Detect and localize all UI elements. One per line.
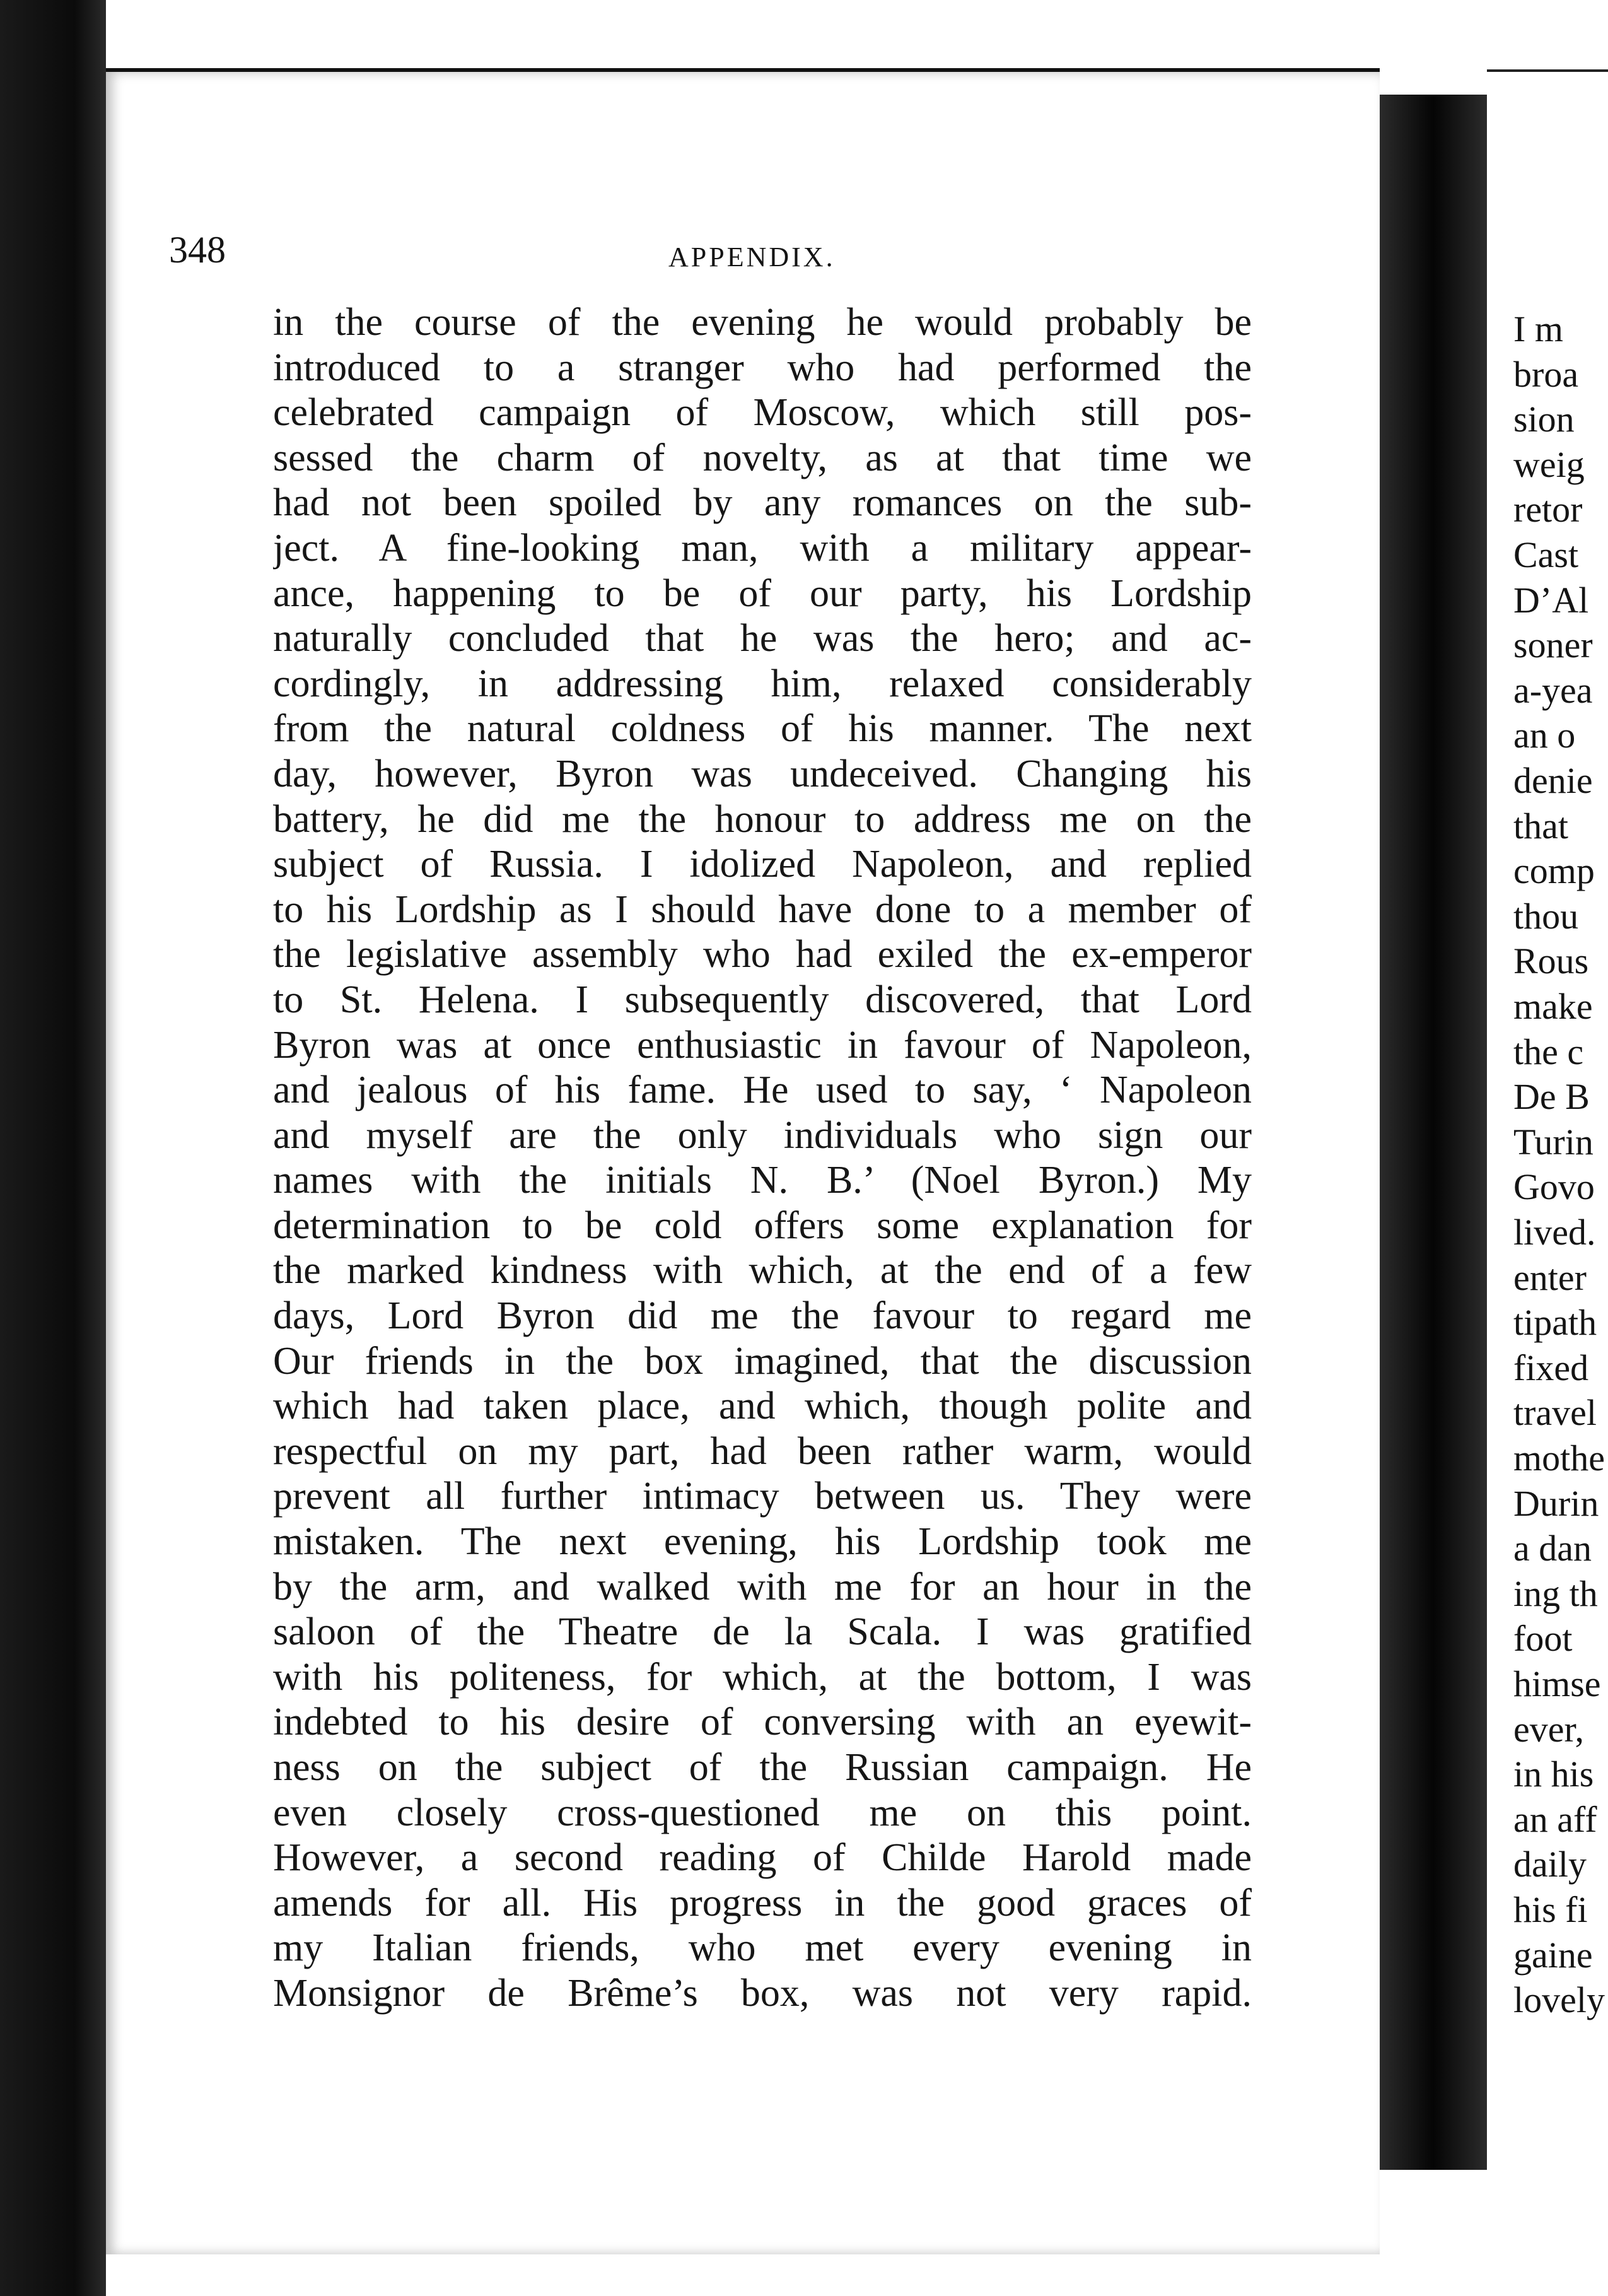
facing-page-fragment: weig	[1513, 443, 1585, 485]
text-line: with his politeness, for which, at the bottom, I was	[273, 1655, 1252, 1699]
facing-page-fragment: fixed	[1513, 1347, 1589, 1388]
text-line: which had taken place, and which, though polite and	[273, 1385, 1252, 1428]
facing-page-fragment: comp	[1513, 850, 1595, 892]
text-line: to St. Helena. I subsequently discovered, that Lord	[273, 978, 1252, 1021]
body-text	[273, 300, 1252, 2017]
running-head: APPENDIX.	[668, 242, 836, 272]
facing-page-fragment: ing th	[1513, 1573, 1598, 1614]
facing-page-fragment: lovely	[1513, 1979, 1605, 2021]
facing-page-fragment: the c	[1513, 1031, 1584, 1072]
facing-page-fragment: daily	[1513, 1844, 1587, 1885]
text-line: my Italian friends, who met every evening in	[273, 1926, 1252, 1970]
page-gutter	[1380, 95, 1487, 2170]
text-line: Byron was at once enthusiastic in favour of Napoleon,	[273, 1023, 1252, 1067]
facing-page-fragment: tipath	[1513, 1302, 1597, 1344]
text-line: However, a second reading of Childe Harold made	[273, 1836, 1252, 1880]
facing-page-fragment: D’Al	[1513, 579, 1589, 621]
text-line: by the arm, and walked with me for an hour in the	[273, 1565, 1252, 1608]
text-line: ject. A fine-looking man, with a military appear-	[273, 526, 1252, 570]
facing-page-fragment: Govo	[1513, 1166, 1595, 1208]
facing-page-fragment: enter	[1513, 1256, 1587, 1298]
text-line: battery, he did me the honour to address me on the	[273, 797, 1252, 841]
facing-page-fragment: a dan	[1513, 1528, 1592, 1569]
text-line: naturally concluded that he was the hero; and ac-	[273, 617, 1252, 660]
facing-page-fragment: that	[1513, 805, 1568, 846]
text-line: the legislative assembly who had exiled the ex-emperor	[273, 933, 1252, 976]
text-line: and jealous of his fame. He used to say, ‘ Napoleon	[273, 1069, 1252, 1112]
facing-page-fragment: Rous	[1513, 940, 1589, 982]
facing-page-fragment: denie	[1513, 760, 1593, 801]
text-line: Monsignor de Brême’s box, was not very rapid.	[273, 1971, 1252, 2015]
text-line: the marked kindness with which, at the end of a few	[273, 1249, 1252, 1292]
text-line: Our friends in the box imagined, that the discussion	[273, 1339, 1252, 1383]
facing-page	[1487, 69, 1608, 2254]
text-line: names with the initials N. B.’ (Noel Byron.) My	[273, 1159, 1252, 1202]
text-line: and myself are the only individuals who sign our	[273, 1113, 1252, 1157]
text-line: respectful on my part, had been rather warm, would	[273, 1429, 1252, 1473]
facing-page-fragment: gaine	[1513, 1934, 1593, 1976]
text-line: prevent all further intimacy between us. They were	[273, 1475, 1252, 1518]
text-line: to his Lordship as I should have done to a member of	[273, 887, 1252, 931]
facing-page-fragment: lived.	[1513, 1212, 1596, 1253]
facing-page-fragment: mothe	[1513, 1438, 1605, 1479]
text-line: ance, happening to be of our party, his Lordship	[273, 571, 1252, 615]
text-line: even closely cross-questioned me on this point.	[273, 1791, 1252, 1834]
text-line: celebrated campaign of Moscow, which still pos-	[273, 391, 1252, 435]
text-line: amends for all. His progress in the good graces of	[273, 1881, 1252, 1924]
facing-page-fragment: ever,	[1513, 1708, 1584, 1750]
facing-page-fragment: make	[1513, 986, 1593, 1027]
facing-page-fragment: an o	[1513, 715, 1576, 756]
text-line: in the course of the evening he would probably be	[273, 301, 1252, 344]
text-line: ness on the subject of the Russian campaign. He	[273, 1746, 1252, 1789]
facing-page-fragment: De B	[1513, 1076, 1590, 1118]
text-line: days, Lord Byron did me the favour to regard me	[273, 1294, 1252, 1338]
facing-page-fragment: a-yea	[1513, 669, 1593, 711]
facing-page-fragment: himse	[1513, 1663, 1601, 1704]
facing-page-fragment: retor	[1513, 489, 1583, 530]
facing-page-fragment: sion	[1513, 399, 1575, 440]
facing-page-fragment: travel	[1513, 1392, 1597, 1434]
text-line: indebted to his desire of conversing with an eyewit-	[273, 1701, 1252, 1744]
text-line: subject of Russia. I idolized Napoleon, and replied	[273, 843, 1252, 886]
facing-page-fragment: thou	[1513, 895, 1579, 937]
text-line: sessed the charm of novelty, as at that time we	[273, 436, 1252, 479]
facing-page-fragment: soner	[1513, 624, 1593, 666]
text-line: mistaken. The next evening, his Lordship took me	[273, 1520, 1252, 1564]
text-line: introduced to a stranger who had performed the	[273, 346, 1252, 389]
page-number: 348	[169, 229, 226, 271]
facing-page-fragment: an aff	[1513, 1798, 1597, 1840]
facing-page-fragment: Durin	[1513, 1482, 1599, 1524]
facing-page-fragment: in his	[1513, 1754, 1594, 1795]
text-line: from the natural coldness of his manner. The next	[273, 707, 1252, 751]
book-cover-edge	[0, 0, 106, 2296]
text-line: cordingly, in addressing him, relaxed considerably	[273, 662, 1252, 705]
facing-page-fragment: his fi	[1513, 1889, 1588, 1930]
facing-page-fragment: broa	[1513, 353, 1579, 395]
text-line: determination to be cold offers some explanation for	[273, 1204, 1252, 1247]
text-line: saloon of the Theatre de la Scala. I was gratified	[273, 1610, 1252, 1654]
facing-page-fragment: Turin	[1513, 1121, 1593, 1163]
facing-page-fragment: Cast	[1513, 534, 1579, 575]
facing-page-fragment: foot	[1513, 1618, 1573, 1660]
facing-page-fragment: I m	[1513, 308, 1563, 349]
text-line: day, however, Byron was undeceived. Changing his	[273, 752, 1252, 795]
text-line: had not been spoiled by any romances on the sub-	[273, 481, 1252, 525]
